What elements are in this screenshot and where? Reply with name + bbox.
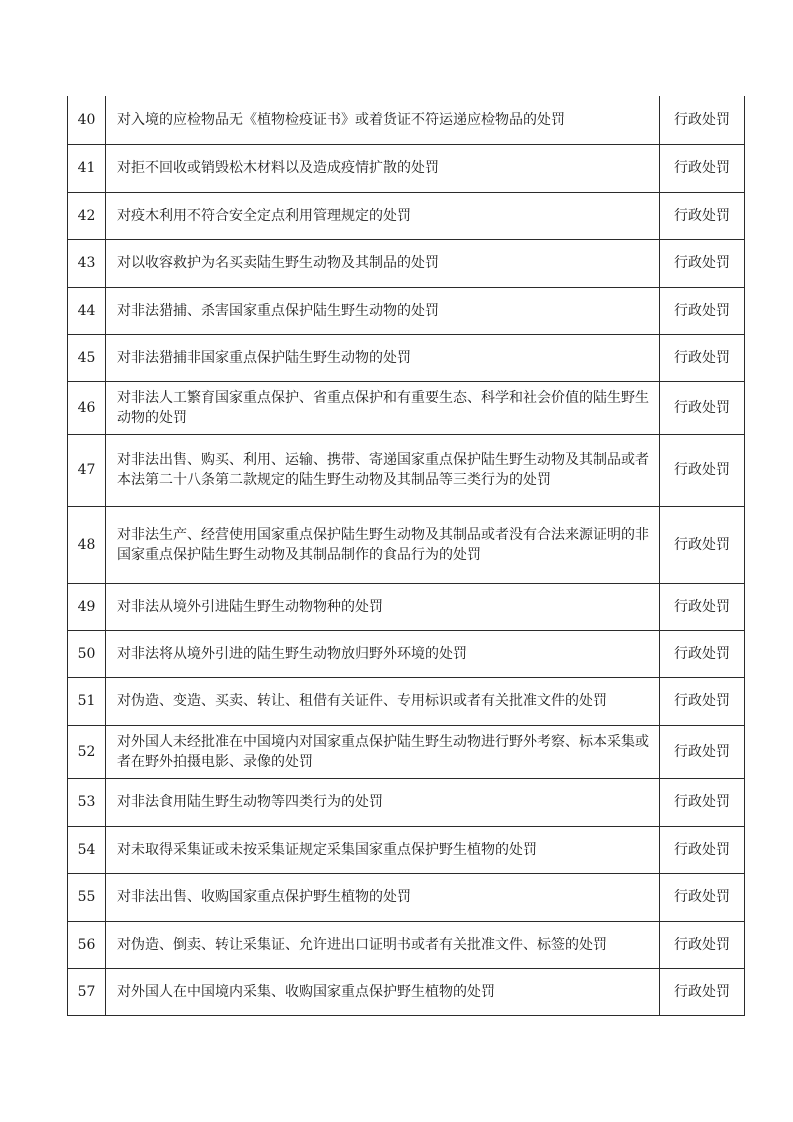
row-number: 48 <box>68 506 106 583</box>
penalty-type: 行政处罚 <box>660 630 745 677</box>
penalty-item-name: 对伪造、变造、买卖、转让、租借有关证件、专用标识或者有关批准文件的处罚 <box>106 677 660 725</box>
penalty-type: 行政处罚 <box>660 778 745 826</box>
penalty-type: 行政处罚 <box>660 287 745 334</box>
table-row <box>68 192 745 239</box>
penalty-type: 行政处罚 <box>660 826 745 873</box>
penalty-item-name: 对伪造、倒卖、转让采集证、允许进出口证明书或者有关批准文件、标签的处罚 <box>106 921 660 968</box>
penalty-type: 行政处罚 <box>660 725 745 778</box>
penalty-item-name: 对疫木利用不符合安全定点利用管理规定的处罚 <box>106 192 660 239</box>
table-row <box>68 287 745 334</box>
row-number: 40 <box>68 96 106 144</box>
table-row <box>68 334 745 381</box>
penalty-type: 行政处罚 <box>660 381 745 434</box>
penalty-item-name: 对外国人在中国境内采集、收购国家重点保护野生植物的处罚 <box>106 968 660 1015</box>
row-number: 56 <box>68 921 106 968</box>
penalty-item-name: 对非法出售、购买、利用、运输、携带、寄递国家重点保护陆生野生动物及其制品或者本法第二十八条第二款规定的陆生野生动物及其制品等三类行为的处罚 <box>106 434 660 506</box>
table-row <box>68 873 745 921</box>
table-row <box>68 968 745 1015</box>
penalty-type: 行政处罚 <box>660 96 745 144</box>
penalty-type: 行政处罚 <box>660 506 745 583</box>
table-row <box>68 921 745 968</box>
table-row <box>68 434 745 506</box>
row-number: 51 <box>68 677 106 725</box>
penalty-item-name: 对以收容救护为名买卖陆生野生动物及其制品的处罚 <box>106 239 660 287</box>
row-number: 57 <box>68 968 106 1015</box>
row-number: 47 <box>68 434 106 506</box>
table-row <box>68 506 745 583</box>
table-row <box>68 239 745 287</box>
penalty-item-name: 对拒不回收或销毁松木材料以及造成疫情扩散的处罚 <box>106 144 660 192</box>
table-row <box>68 144 745 192</box>
penalty-item-name: 对非法将从境外引进的陆生野生动物放归野外环境的处罚 <box>106 630 660 677</box>
penalty-item-name: 对入境的应检物品无《植物检疫证书》或着货证不符运递应检物品的处罚 <box>106 96 660 144</box>
penalty-type: 行政处罚 <box>660 192 745 239</box>
table-row <box>68 725 745 778</box>
table-row <box>68 826 745 873</box>
penalty-type: 行政处罚 <box>660 921 745 968</box>
penalty-type: 行政处罚 <box>660 334 745 381</box>
table-row <box>68 583 745 630</box>
penalty-type: 行政处罚 <box>660 434 745 506</box>
penalty-type: 行政处罚 <box>660 677 745 725</box>
penalty-item-name: 对未取得采集证或未按采集证规定采集国家重点保护野生植物的处罚 <box>106 826 660 873</box>
row-number: 54 <box>68 826 106 873</box>
penalty-item-name: 对非法生产、经营使用国家重点保护陆生野生动物及其制品或者没有合法来源证明的非国家重点保护陆生野生动物及其制品制作的食品行为的处罚 <box>106 506 660 583</box>
penalty-item-name: 对非法从境外引进陆生野生动物物种的处罚 <box>106 583 660 630</box>
table-row <box>68 630 745 677</box>
penalty-type: 行政处罚 <box>660 144 745 192</box>
penalty-item-name: 对非法猎捕、杀害国家重点保护陆生野生动物的处罚 <box>106 287 660 334</box>
row-number: 52 <box>68 725 106 778</box>
row-number: 46 <box>68 381 106 434</box>
penalty-type: 行政处罚 <box>660 239 745 287</box>
row-number: 49 <box>68 583 106 630</box>
penalty-item-name: 对非法人工繁育国家重点保护、省重点保护和有重要生态、科学和社会价值的陆生野生动物的处罚 <box>106 381 660 434</box>
row-number: 42 <box>68 192 106 239</box>
penalty-item-name: 对非法食用陆生野生动物等四类行为的处罚 <box>106 778 660 826</box>
row-number: 45 <box>68 334 106 381</box>
row-number: 43 <box>68 239 106 287</box>
table-row <box>68 778 745 826</box>
table-row <box>68 96 745 144</box>
table-row <box>68 381 745 434</box>
penalty-type: 行政处罚 <box>660 583 745 630</box>
row-number: 53 <box>68 778 106 826</box>
penalty-item-name: 对外国人未经批准在中国境内对国家重点保护陆生野生动物进行野外考察、标本采集或者在野外拍摄电影、录像的处罚 <box>106 725 660 778</box>
row-number: 55 <box>68 873 106 921</box>
table-row <box>68 677 745 725</box>
row-number: 44 <box>68 287 106 334</box>
row-number: 41 <box>68 144 106 192</box>
penalty-items-table <box>67 96 745 1016</box>
penalty-type: 行政处罚 <box>660 873 745 921</box>
row-number: 50 <box>68 630 106 677</box>
penalty-type: 行政处罚 <box>660 968 745 1015</box>
table-body <box>68 96 745 1015</box>
penalty-item-name: 对非法猎捕非国家重点保护陆生野生动物的处罚 <box>106 334 660 381</box>
penalty-item-name: 对非法出售、收购国家重点保护野生植物的处罚 <box>106 873 660 921</box>
